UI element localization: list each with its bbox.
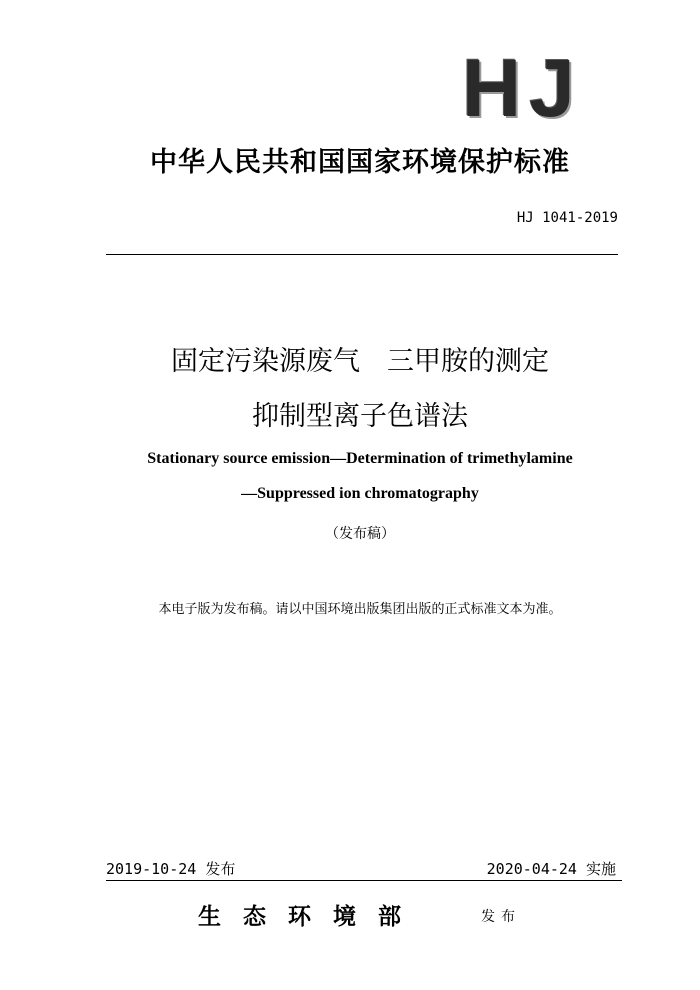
issuer-name: 生态环境部 xyxy=(198,903,423,930)
standard-code: HJ 1041-2019 xyxy=(516,210,618,226)
title-en-line2: —Suppressed ion chromatography xyxy=(241,485,479,502)
title-en-line1: Stationary source emission—Determination of trimethylamine xyxy=(147,450,573,467)
title-cn-line2: 抑制型离子色谱法 xyxy=(252,401,468,432)
notice-text: 本电子版为发布稿。请以中国环境出版集团出版的正式标准文本为准。 xyxy=(158,602,562,617)
hj-logo: HJ xyxy=(462,43,583,134)
effective-date: 2020-04-24 实施 xyxy=(486,860,616,878)
issue-word: 发布 xyxy=(481,909,521,925)
draft-label: （发布稿） xyxy=(325,526,395,542)
footer-divider xyxy=(106,880,622,881)
header-divider xyxy=(106,254,618,255)
issue-date: 2019-10-24 发布 xyxy=(106,860,236,878)
organization-title: 中华人民共和国国家环境保护标准 xyxy=(150,147,570,178)
title-cn-line1: 固定污染源废气 三甲胺的测定 xyxy=(171,346,549,377)
